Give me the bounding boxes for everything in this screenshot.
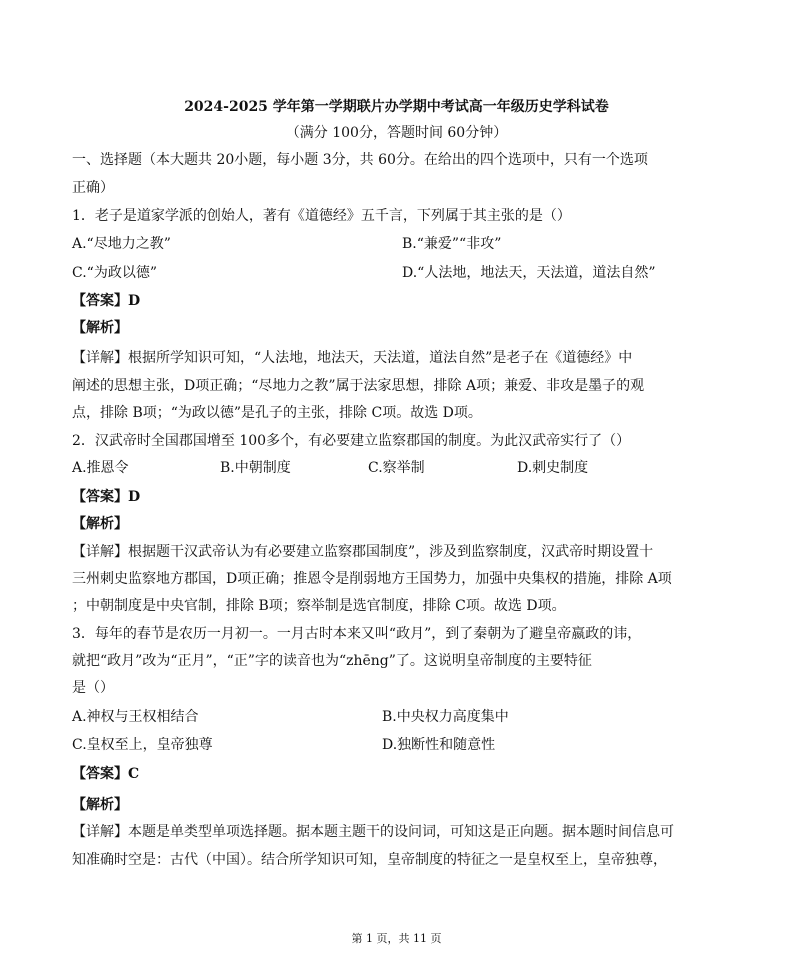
- q1-option-b: B.“兼爱”“非攻”: [402, 236, 502, 252]
- q2-answer: 【答案】D: [72, 489, 141, 505]
- q3-answer: 【答案】C: [72, 766, 140, 782]
- q3-option-d: D.独断性和随意性: [382, 737, 496, 753]
- q3-stem-line3: 是（）: [72, 680, 114, 696]
- q2-option-c: C.察举制: [368, 460, 425, 476]
- q1-detail-line1: 【详解】根据所学知识可知，“人法地，地法天，天法道，道法自然”是老子在《道德经》中: [72, 350, 633, 366]
- q1-option-c: C.“为政以德”: [72, 265, 157, 281]
- q3-analysis-label: 【解析】: [72, 797, 128, 813]
- q2-detail-line2: 三州刺史监察地方郡国，D项正确；推恩令是削弱地方王国势力，加强中央集权的措施，排除 A项: [72, 571, 672, 587]
- q2-option-b: B.中朝制度: [220, 460, 291, 476]
- q1-stem: 1．老子是道家学派的创始人，著有《道德经》五千言，下列属于其主张的是（）: [72, 208, 571, 224]
- q3-stem-line1: 3．每年的春节是农历一月初一。一月古时本来又叫“政月”，到了秦朝为了避皇帝嬴政的讳，: [72, 626, 642, 642]
- exam-subtitle: （满分 100分，答题时间 60分钟）: [285, 125, 508, 141]
- q2-stem: 2．汉武帝时全国郡国增至 100多个，有必要建立监察郡国的制度。为此汉武帝实行了（）: [72, 433, 631, 449]
- q1-detail-line3: 点，排除 B项；“为政以德”是孔子的主张，排除 C项。故选 D项。: [72, 405, 482, 421]
- q3-option-b: B.中央权力高度集中: [382, 709, 509, 725]
- q1-answer: 【答案】D: [72, 293, 141, 309]
- q3-detail-line1: 【详解】本题是单类型单项选择题。据本题主题干的设问词，可知这是正向题。据本题时间信息可: [72, 824, 674, 840]
- q2-detail-line3: ；中朝制度是中央官制，排除 B项；察举制是选官制度，排除 C项。故选 D项。: [72, 598, 566, 614]
- q3-option-a: A.神权与王权相结合: [72, 709, 199, 725]
- section-heading-line2: 正确）: [72, 180, 114, 196]
- section-heading-line1: 一、选择题（本大题共 20小题，每小题 3分，共 60分。在给出的四个选项中，只有一个选项: [72, 152, 648, 168]
- q3-option-c: C.皇权至上，皇帝独尊: [72, 737, 213, 753]
- exam-title: 2024-2025 学年第一学期联片办学期中考试高一年级历史学科试卷: [184, 99, 609, 115]
- page-footer: 第 1 页，共 11 页: [351, 932, 442, 945]
- q3-detail-line2: 知准确时空是：古代（中国）。结合所学知识可知，皇帝制度的特征之一是皇权至上，皇帝独尊，: [72, 852, 667, 868]
- q2-analysis-label: 【解析】: [72, 516, 128, 532]
- q2-option-a: A.推恩令: [72, 460, 129, 476]
- q1-analysis-label: 【解析】: [72, 320, 128, 336]
- q1-detail-line2: 阐述的思想主张，D项正确；“尽地力之教”属于法家思想，排除 A项；兼爱、非攻是墨子的观: [72, 378, 645, 394]
- q1-option-d: D.“人法地，地法天，天法道，道法自然”: [402, 265, 656, 281]
- q2-detail-line1: 【详解】根据题干汉武帝认为有必要建立监察郡国制度”，涉及到监察制度，汉武帝时期设置十: [72, 544, 654, 560]
- q3-stem-line2: 就把“政月”改为“正月”，“正”字的读音也为“zhēng”了。这说明皇帝制度的主要特征: [72, 653, 592, 669]
- q1-option-a: A.“尽地力之教”: [72, 236, 171, 252]
- q2-option-d: D.刺史制度: [517, 460, 589, 476]
